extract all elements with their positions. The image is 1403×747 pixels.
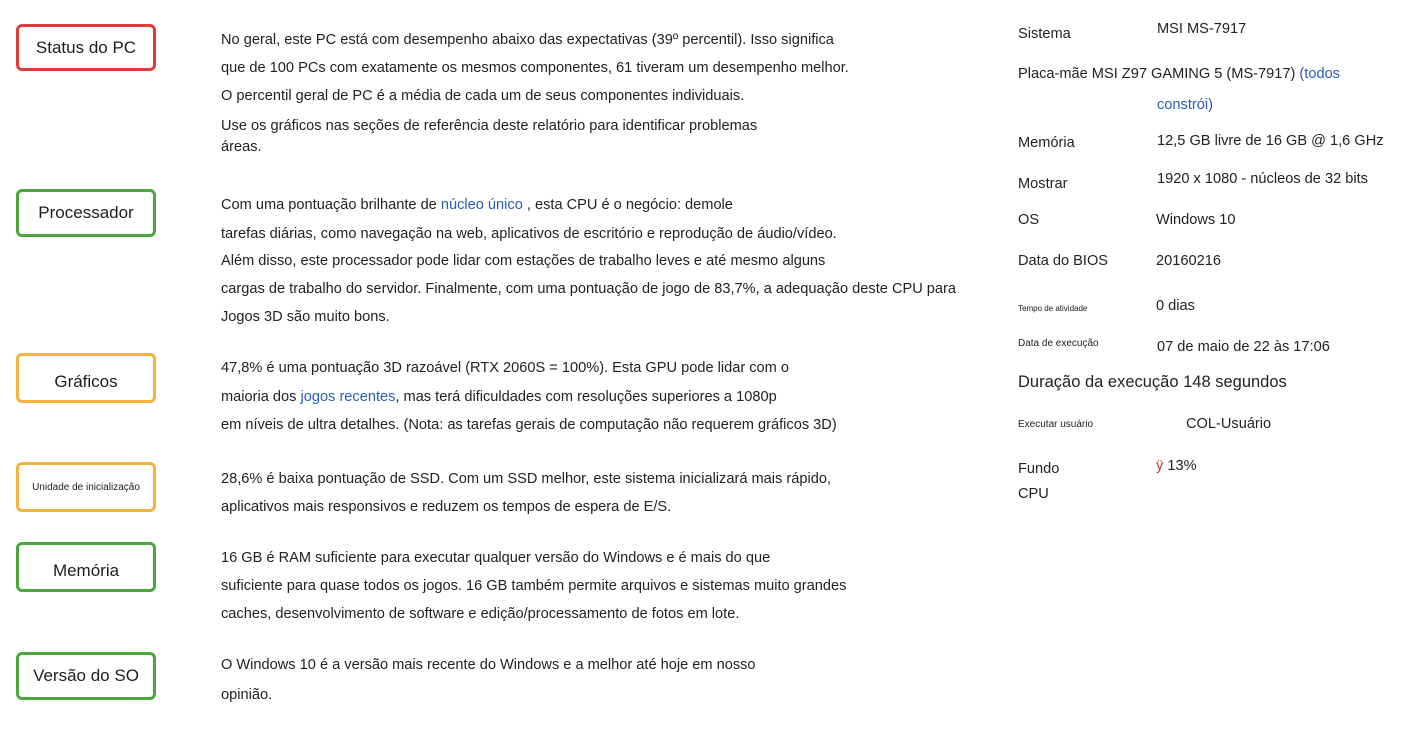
processor-text-post: , esta CPU é o negócio: demole: [522, 197, 733, 213]
background-cpu-value: [1156, 458, 1197, 474]
badge-processor-label: Processador: [38, 203, 134, 222]
background-cpu-label-2: CPU: [1018, 486, 1049, 502]
badge-pc-status-label: Status do PC: [35, 37, 137, 57]
run-user-label: Executar usuário: [1018, 419, 1094, 430]
uptime-label: Tempo de atividade: [1018, 304, 1088, 313]
motherboard-line: [1018, 66, 1340, 82]
badge-processor: [16, 189, 156, 237]
bios-date-value: 20160216: [1156, 253, 1221, 269]
bios-date-label: Data do BIOS: [1018, 253, 1109, 269]
processor-line: [221, 197, 733, 213]
graphics-line: 47,8% é uma pontuação 3D razoável (RTX 2060S = 100%). Esta GPU pode lidar com o: [221, 360, 789, 376]
graphics-text-pre: maioria dos: [221, 389, 301, 405]
badge-boot-drive-label: Unidade de inicialização: [32, 481, 140, 493]
run-date-label: Data de execução: [1018, 338, 1099, 349]
run-user-value: COL-Usuário: [1186, 416, 1272, 432]
run-duration: Duração da execução 148 segundos: [1018, 373, 1287, 391]
graphics-text-post: , mas terá dificuldades com resoluções superiores a 1080p: [395, 389, 777, 405]
graphics-line: em níveis de ultra detalhes. (Nota: as tarefas gerais de computação não requerem gráficos 3D): [221, 417, 837, 433]
pc-status-line: áreas.: [221, 139, 262, 155]
display-label: Mostrar: [1018, 176, 1068, 192]
system-value: MSI MS-7917: [1157, 21, 1247, 37]
badge-os-version-label: Versão do SO: [33, 666, 139, 685]
all-builds-link[interactable]: (todos: [1299, 66, 1340, 82]
memory-line: suficiente para quase todos os jogos. 16 GB também permite arquivos e sistemas muito grandes: [221, 578, 847, 594]
badge-memory: [16, 542, 156, 592]
pc-status-line: que de 100 PCs com exatamente os mesmos componentes, 61 tiveram um desempenho melhor.: [221, 60, 849, 76]
badge-memory-label: Memória: [52, 561, 120, 580]
all-builds-link-cont[interactable]: constrói): [1157, 97, 1213, 113]
graphics-line: [221, 389, 777, 405]
motherboard-text: Placa-mãe MSI Z97 GAMING 5 (MS-7917): [1018, 66, 1300, 82]
single-core-link[interactable]: núcleo único: [440, 197, 523, 213]
memory-line: 16 GB é RAM suficiente para executar qualquer versão do Windows e é mais do que: [221, 550, 771, 566]
run-date-value: 07 de maio de 22 às 17:06: [1157, 339, 1330, 355]
badge-pc-status: [16, 24, 156, 71]
boot-drive-line: aplicativos mais responsivos e reduzem os tempos de espera de E/S.: [221, 499, 672, 515]
os-value: Windows 10: [1156, 212, 1236, 228]
pc-status-line: No geral, este PC está com desempenho abaixo das expectativas (39º percentil). Isso significa: [221, 32, 834, 48]
os-version-line: O Windows 10 é a versão mais recente do Windows e a melhor até hoje em nosso: [221, 657, 756, 673]
processor-text-pre: Com uma pontuação brilhante de: [221, 197, 441, 213]
processor-line: cargas de trabalho do servidor. Finalmente, com uma pontuação de jogo de 83,7%, a adequação deste CPU para: [221, 281, 957, 297]
memory-line: caches, desenvolvimento de software e edição/processamento de fotos em lote.: [221, 606, 740, 622]
background-cpu-label: Fundo: [1018, 461, 1060, 477]
processor-line: Jogos 3D são muito bons.: [221, 309, 390, 325]
pc-status-line: O percentil geral de PC é a média de cada um de seus componentes individuais.: [221, 88, 745, 104]
processor-line: Além disso, este processador pode lidar com estações de trabalho leves e até mesmo alguns: [221, 253, 826, 269]
uptime-value: 0 dias: [1156, 298, 1195, 314]
memory-value: 12,5 GB livre de 16 GB @ 1,6 GHz: [1157, 133, 1384, 149]
down-arrow-icon: ÿ: [1156, 458, 1164, 474]
os-version-line: opinião.: [221, 687, 273, 703]
recent-games-link[interactable]: jogos recentes: [300, 389, 396, 405]
badge-graphics-label: Gráficos: [54, 372, 118, 391]
memory-label: Memória: [1018, 135, 1075, 151]
processor-line: tarefas diárias, como navegação na web, aplicativos de escritório e reprodução de áudio/vídeo.: [221, 226, 837, 242]
badge-boot-drive: [16, 462, 156, 512]
badge-graphics: [16, 353, 156, 403]
system-label: Sistema: [1018, 26, 1071, 42]
badge-os-version: [16, 652, 156, 700]
boot-drive-line: 28,6% é baixa pontuação de SSD. Com um SSD melhor, este sistema inicializará mais rápido,: [221, 471, 831, 487]
pc-status-line: Use os gráficos nas seções de referência deste relatório para identificar problemas: [221, 118, 758, 134]
background-cpu-percent: 13%: [1167, 458, 1197, 474]
os-label: OS: [1018, 212, 1040, 228]
display-value: 1920 x 1080 - núcleos de 32 bits: [1157, 171, 1368, 187]
